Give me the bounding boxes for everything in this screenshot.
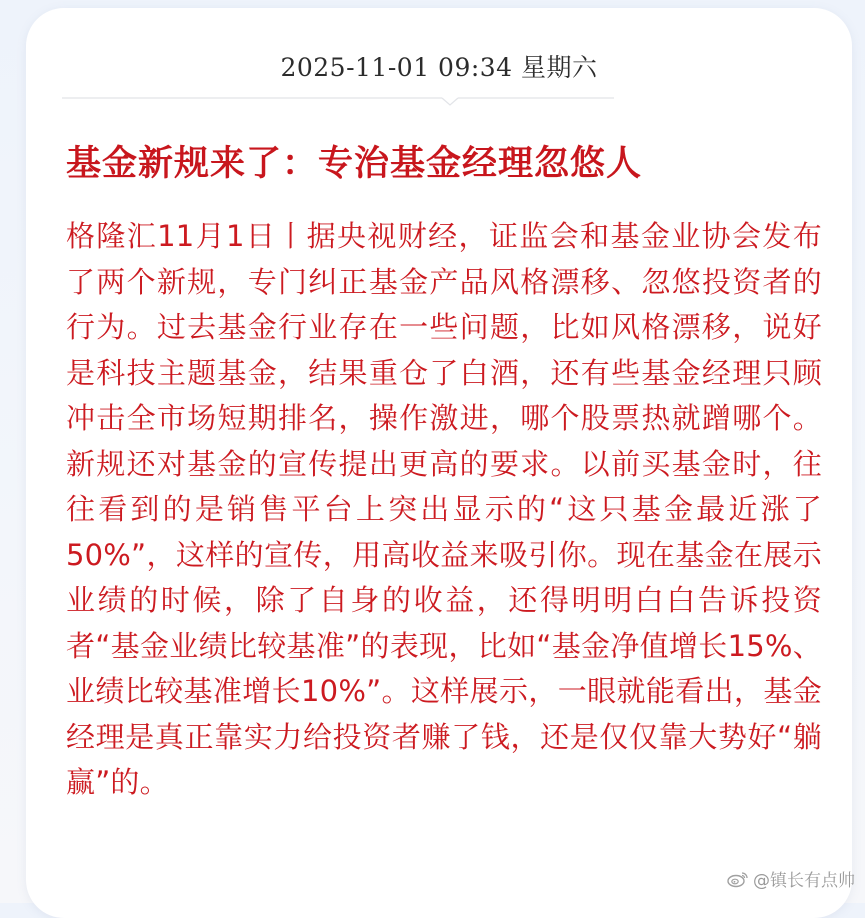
post-body: 格隆汇11月1日丨据央视财经，证监会和基金业协会发布了两个新规，专门纠正基金产品风格漂移、忽悠投资者的行为。过去基金行业存在一些问题，比如风格漂移，说好是科技主题基金，结果重仓了白酒，还有些基金经理只顾冲击全市场短期排名，操作激进，哪个股票热就蹭哪个。新规还对基金的宣传提出更高的要求。以前买基金时，往往看到的是销售平台上突出显示的“这只基金最近涨了50%”，这样的宣传，用高收益来吸引你。现在基金在展示业绩的时候，除了自身的收益，还得明明白白告诉投资者“基金业绩比较基准”的表现，比如“基金净值增长15%、业绩比较基准增长10%”。这样展示，一眼就能看出，基金经理是真正靠实力给投资者赚了钱，还是仅仅靠大势好“躺赢”的。 bbox=[66, 219, 822, 799]
weibo-icon bbox=[727, 870, 749, 888]
weibo-watermark bbox=[727, 866, 855, 891]
watermark-text: @镇长有点帅 bbox=[753, 871, 855, 891]
divider-line bbox=[62, 96, 614, 106]
post-datetime: 2025-11-01 09:34 星期六 bbox=[280, 53, 598, 82]
post-card bbox=[26, 8, 852, 918]
post-headline: 基金新规来了：专治基金经理忽悠人 bbox=[66, 143, 643, 184]
